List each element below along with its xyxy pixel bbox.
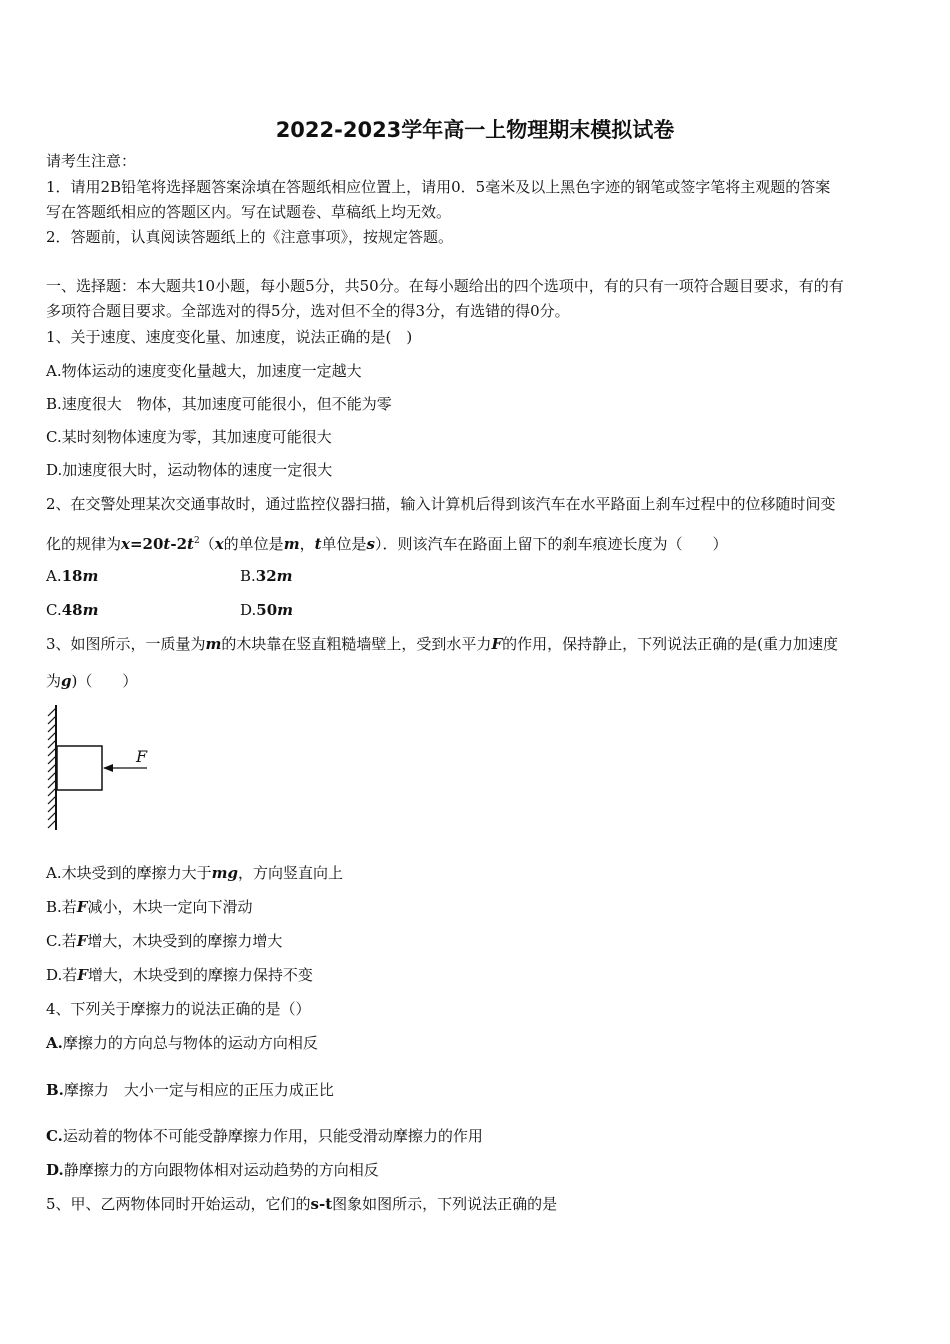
- q4-stem: 4、下列关于摩擦力的说法正确的是（）: [46, 1000, 311, 1018]
- q2-text: ）．则该汽车在路面上留下的刹车痕迹长度为（ ）: [374, 535, 728, 553]
- variable-mg: mg: [211, 864, 238, 882]
- notice-item-1-line-2: 写在答题纸相应的答题区内。写在试题卷、草稿纸上均无效。: [46, 203, 452, 221]
- q4-option-a: [46, 1033, 318, 1053]
- variable-f: F: [76, 932, 88, 950]
- q3-stem-line-2: [46, 671, 137, 691]
- q3-stem-line-1: [46, 634, 838, 654]
- option-label: D.: [46, 1161, 64, 1179]
- q3-text: 3、如图所示，一质量为: [46, 635, 206, 653]
- q5-text: 5、甲、乙两物体同时开始运动，它们的: [46, 1195, 311, 1213]
- q1-option-b: B.速度很大 物体，其加速度可能很小，但不能为零: [46, 395, 392, 413]
- q2-text: ，: [299, 535, 315, 553]
- option-text: C.若: [46, 932, 77, 950]
- option-text: D.若: [46, 966, 78, 984]
- q3-option-a: [46, 863, 343, 883]
- q4-option-b: [46, 1080, 334, 1100]
- variable-x: x: [214, 535, 224, 553]
- variable-t: t: [314, 535, 322, 553]
- wall-hatching: [48, 708, 56, 828]
- q3-text: 的作用，保持静止，下列说法正确的是(重力加速度: [502, 635, 838, 653]
- q2-option-b: [240, 566, 293, 586]
- formula-x: x: [121, 535, 130, 553]
- q2-option-a: [46, 566, 98, 586]
- option-label: C.: [46, 1127, 63, 1145]
- q2-option-c: [46, 600, 98, 620]
- option-text: B.若: [46, 898, 77, 916]
- q1-option-a: A.物体运动的速度变化量越大，加速度一定越大: [46, 362, 362, 380]
- option-label: B.: [240, 567, 256, 585]
- option-value: 50: [256, 601, 278, 619]
- option-unit: m: [82, 601, 99, 619]
- unit-s: s: [366, 535, 375, 553]
- q2-text: （: [199, 535, 215, 553]
- q2-text: 单位是: [321, 535, 367, 553]
- q4-option-c: [46, 1126, 483, 1146]
- option-value: 32: [255, 567, 277, 585]
- option-label: C.: [46, 601, 62, 619]
- q2-stem-line-1: 2、在交警处理某次交通事故时，通过监控仪器扫描，输入计算机后得到该汽车在水平路面上刹车过程中的位移随时间变: [46, 495, 836, 513]
- force-label: F: [136, 747, 148, 766]
- variable-f: F: [491, 635, 503, 653]
- option-text: ，方向竖直向上: [237, 864, 343, 882]
- variable-f: F: [76, 898, 88, 916]
- option-unit: m: [82, 567, 99, 585]
- q4-option-d: [46, 1160, 379, 1180]
- unit-m: m: [283, 535, 300, 553]
- wooden-block: [57, 746, 102, 790]
- formula-t: t: [163, 535, 171, 553]
- q3-option-c: [46, 931, 282, 951]
- variable-m: m: [205, 635, 222, 653]
- option-text: 摩擦力的方向总与物体的运动方向相反: [62, 1034, 318, 1052]
- formula-part: -2: [170, 535, 188, 553]
- q5-stem: [46, 1194, 557, 1214]
- variable-g: g: [61, 672, 72, 690]
- section-instructions-line-2: 多项符合题目要求。全部选对的得5分，选对但不全的得3分，有选错的得0分。: [46, 302, 570, 320]
- q2-option-d: [240, 600, 293, 620]
- option-text: 增大，木块受到的摩擦力增大: [87, 932, 283, 950]
- option-text: 摩擦力 大小一定与相应的正压力成正比: [63, 1081, 334, 1099]
- q3-text: 的木块靠在竖直粗糙墙壁上，受到水平力: [221, 635, 492, 653]
- option-label: A.: [46, 1034, 63, 1052]
- option-unit: m: [277, 601, 294, 619]
- q2-text: 的单位是: [223, 535, 284, 553]
- option-value: 18: [61, 567, 83, 585]
- notice-heading: 请考生注意：: [46, 152, 137, 170]
- section-instructions-line-1: 一、选择题：本大题共10小题，每小题5分，共50分。在每小题给出的四个选项中，有的只有一项符合题目要求，有的有: [46, 277, 844, 295]
- q3-text: )（ ）: [71, 672, 138, 690]
- q3-option-d: [46, 965, 313, 985]
- page-title: 2022-2023学年高一上物理期末模拟试卷: [275, 118, 675, 142]
- option-text: 运动着的物体不可能受静摩擦力作用，只能受滑动摩擦力的作用: [62, 1127, 483, 1145]
- option-label: B.: [46, 1081, 64, 1099]
- option-unit: m: [276, 567, 293, 585]
- option-value: 48: [61, 601, 83, 619]
- formula-part: =20: [129, 535, 164, 553]
- option-text: 静摩擦力的方向跟物体相对运动趋势的方向相反: [63, 1161, 379, 1179]
- option-label: A.: [46, 567, 62, 585]
- option-text: 减小，木块一定向下滑动: [87, 898, 253, 916]
- formula-exponent: 2: [193, 536, 200, 546]
- notice-item-2: 2．答题前，认真阅读答题纸上的《注意事项》，按规定答题。: [46, 228, 454, 246]
- force-arrow-head: [103, 764, 113, 772]
- option-text: 增大，木块受到的摩擦力保持不变: [87, 966, 313, 984]
- q2-stem-line-2: [46, 531, 728, 554]
- s-t-label: s-t: [310, 1195, 333, 1213]
- wall-block-force-figure: [40, 700, 170, 835]
- formula-t: t: [187, 535, 194, 553]
- q3-option-b: [46, 897, 252, 917]
- option-text: A.木块受到的摩擦力大于: [46, 864, 212, 882]
- q2-text: 化的规律为: [46, 535, 122, 553]
- q1-option-c: C.某时刻物体速度为零，其加速度可能很大: [46, 428, 332, 446]
- q1-option-d: D.加速度很大时，运动物体的速度一定很大: [46, 461, 333, 479]
- variable-f: F: [77, 966, 88, 984]
- notice-item-1-line-1: 1．请用2B铅笔将选择题答案涂填在答题纸相应位置上，请用0．5毫米及以上黑色字迹的钢笔或签字笔将主观题的答案: [46, 178, 831, 196]
- option-label: D.: [240, 601, 257, 619]
- q5-text: 图象如图所示，下列说法正确的是: [332, 1195, 558, 1213]
- q1-stem: 1、关于速度、速度变化量、加速度，说法正确的是( ): [46, 328, 413, 346]
- q3-text: 为: [46, 672, 62, 690]
